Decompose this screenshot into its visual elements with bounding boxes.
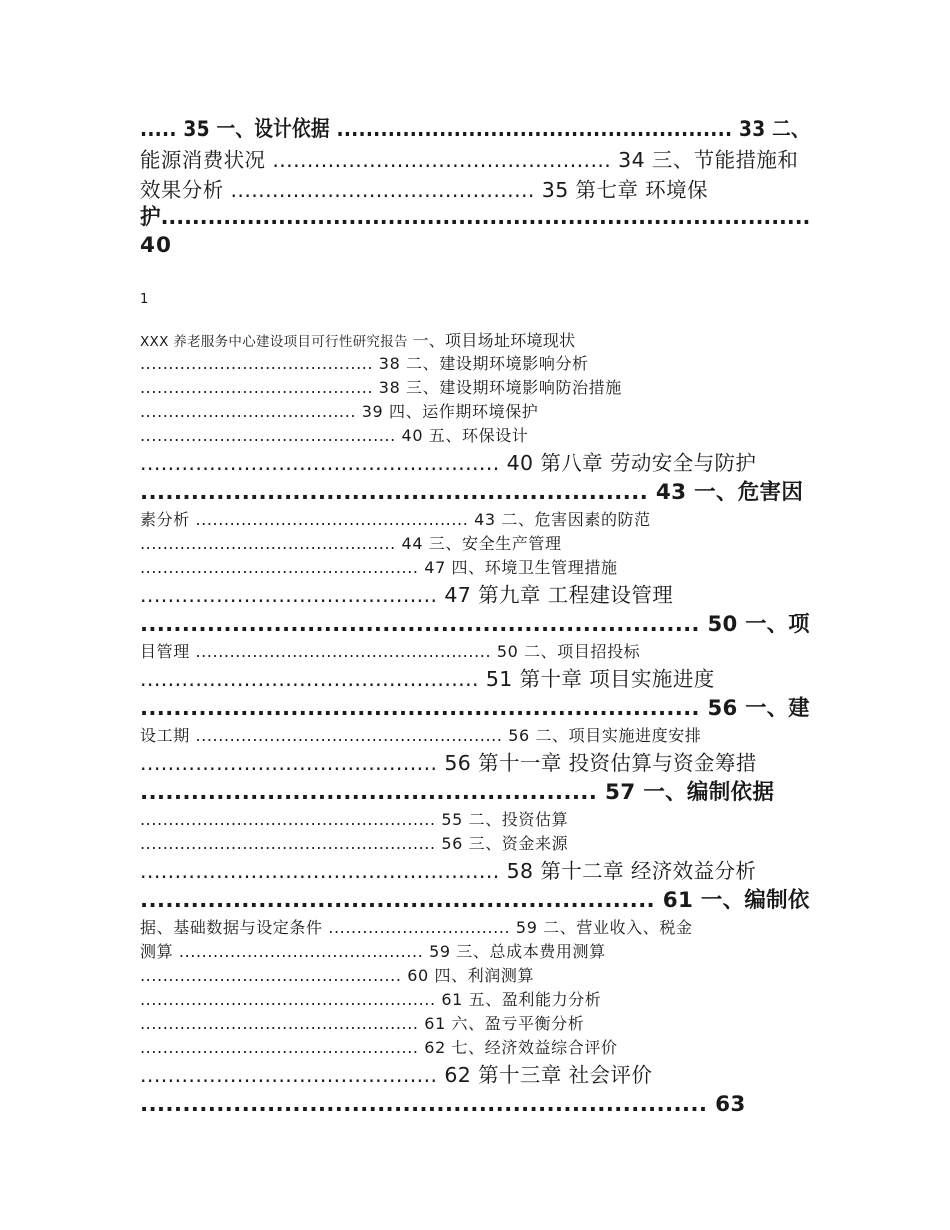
toc-line: 目管理 .................................................... 50 二、项目招投标: [140, 642, 641, 661]
toc-line: ......................................... 38 二、建设期环境影响分析: [140, 354, 589, 373]
toc-line: 40: [140, 233, 172, 258]
toc-entry-first: 一、项目场址环境现状: [412, 331, 576, 350]
toc-line: 设工期 ...................................................... 56 二、项目实施进度安排: [140, 726, 702, 745]
toc-line: .................................................... 58 第十二章 经济效益分析: [140, 859, 757, 883]
toc-line: .................................................... 56 三、资金来源: [140, 834, 569, 853]
toc-line: ............................................. 40 五、环保设计: [140, 426, 529, 445]
toc-line: ........................................... 47 第九章 工程建设管理: [140, 583, 674, 607]
toc-line: ..... 35 一、设计依据 ...................................................... 33 二、: [140, 117, 810, 142]
toc-line: ................................................................... 50 一、项: [140, 612, 810, 637]
toc-line: ...................................... 39 四、运作期环境保护: [140, 402, 539, 421]
toc-line: ............................................................ 43 一、危害因: [140, 480, 804, 505]
toc-main-block: [140, 330, 810, 1120]
toc-line: ............................................................. 61 一、编制依: [140, 888, 810, 913]
toc-line: 素分析 ................................................ 43 二、危害因素的防范: [140, 510, 651, 529]
toc-line: ................................................. 51 第十章 项目实施进度: [140, 667, 715, 691]
toc-line: ............................................. 44 三、安全生产管理: [140, 534, 562, 553]
toc-line: 测算 ........................................... 59 三、总成本费用测算: [140, 942, 606, 961]
toc-top-block: [140, 115, 810, 261]
toc-line: .................................................... 40 第八章 劳动安全与防护: [140, 451, 757, 475]
toc-line: 护...................................................................................: [140, 205, 811, 230]
toc-line: ................................................. 47 四、环境卫生管理措施: [140, 558, 618, 577]
toc-line: 据、基础数据与设定条件 ................................ 59 二、营业收入、税金: [140, 918, 693, 937]
toc-line: ........................................... 62 第十三章 社会评价: [140, 1063, 653, 1087]
toc-line: ................................................................... 63: [140, 1092, 746, 1117]
toc-line: ...................................................... 57 一、编制依据: [140, 780, 775, 805]
toc-line: 能源消费状况 ................................................. 34 三、节能措施和: [140, 148, 799, 172]
page-number: 1: [140, 292, 149, 307]
report-header-line: [140, 330, 810, 352]
toc-line: ................................................. 62 七、经济效益综合评价: [140, 1038, 618, 1057]
toc-line: .................................................... 61 五、盈利能力分析: [140, 990, 602, 1009]
toc-line: ......................................... 38 三、建设期环境影响防治措施: [140, 378, 622, 397]
report-title: XXX 养老服务中心建设项目可行性研究报告: [140, 334, 408, 350]
toc-line: 效果分析 ............................................ 35 第七章 环境保: [140, 178, 708, 202]
toc-line: ................................................. 61 六、盈亏平衡分析: [140, 1014, 585, 1033]
toc-line: ................................................................... 56 一、建: [140, 696, 810, 721]
toc-line: ........................................... 56 第十一章 投资估算与资金筹措: [140, 751, 757, 775]
toc-line: .................................................... 55 二、投资估算: [140, 810, 569, 829]
toc-line: .............................................. 60 四、利润测算: [140, 966, 535, 985]
